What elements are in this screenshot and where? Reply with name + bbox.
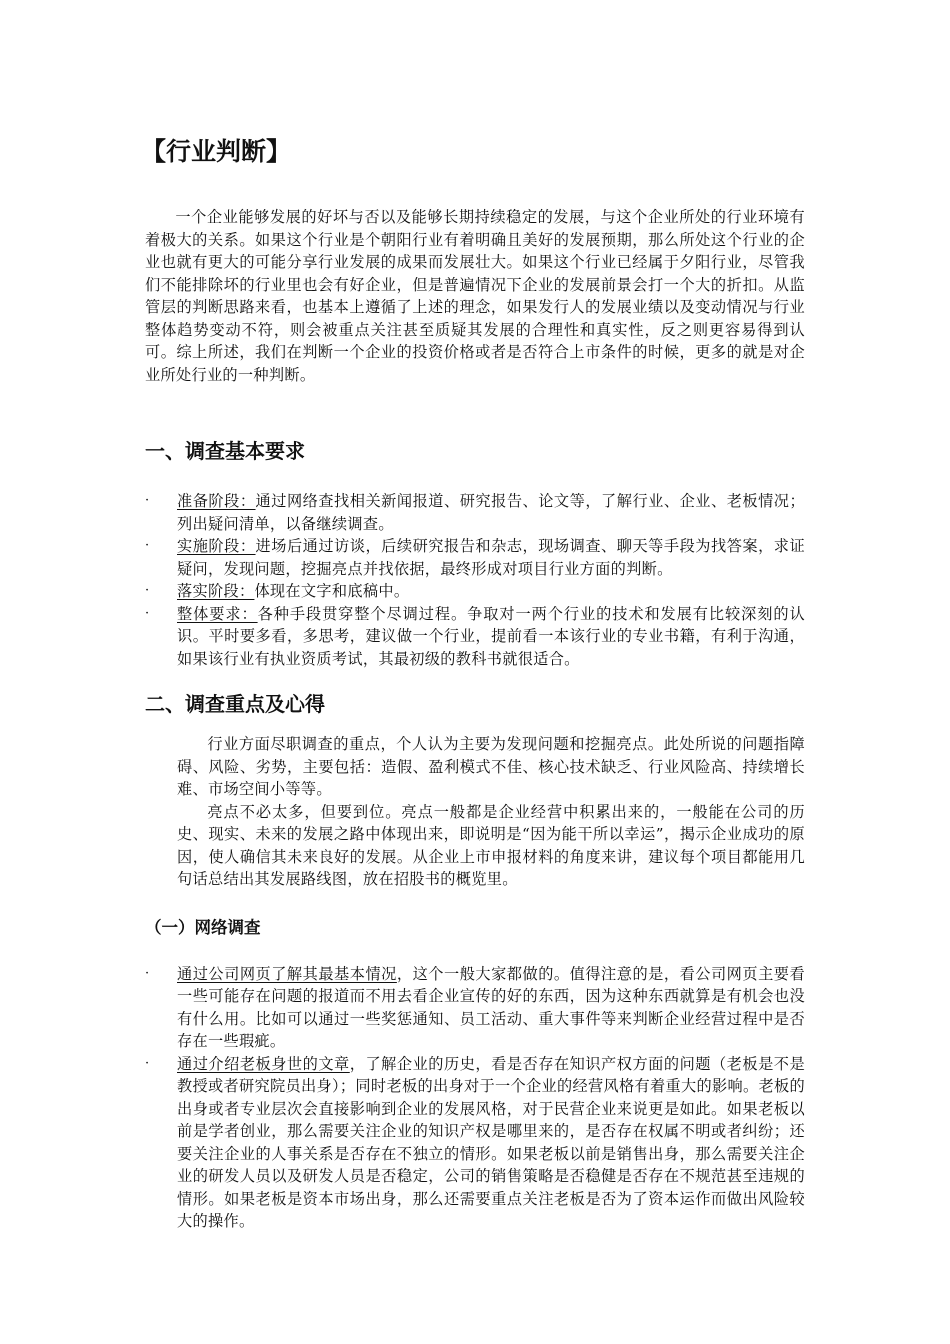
subsection1-list [145, 963, 805, 1233]
section1-heading: 一、调查基本要求 [145, 439, 305, 463]
item-text: ，了解企业的历史，看是否存在知识产权方面的问题（老板是不是教授或者研究院员出身）；同时老板的出身对于一个企业的经营风格有着重大的影响。老板的出身或者专业层次会直接影响到企业的发展风格，对于民营企业来说更是如此。如果老板以前是学者创业，那么需要关注企业的知识产权是哪里来的，是否存在权属不明或者纠纷；还要关注企业的人事关系是否存在不独立的情形。如果老板以前是销售出身，那么需要关注企业的研发人员以及研发人员是否稳定，公司的销售策略是否稳健是否存在不规范甚至违规的情形。如果老板是资本市场出身，那么还需要重点关注老板是否为了资本运作而做出风险较大的操作。 [177, 1054, 805, 1230]
bullet-icon: · [145, 493, 150, 508]
item-text: 各种手段贯穿整个尽调过程。争取对一两个行业的技术和发展有比较深刻的认识。平时要多看，多思考，建议做一个行业，提前看一本该行业的专业书籍，有利于沟通，如果该行业有执业资质考试，其最初级的教科书就很适合。 [177, 604, 805, 668]
document-page [141, 132, 806, 1233]
item-text: 进场后通过访谈，后续研究报告和杂志，现场调查、聊天等手段为找答案，求证疑问，发现问题，挖掘亮点并找依据，最终形成对项目行业方面的判断。 [177, 537, 806, 578]
section2-paragraph: 亮点不必太多，但要到位。亮点一般都是企业经营中积累出来的，一般能在公司的历史、现实、未来的发展之路中体现出来，即说明是“因为能干所以幸运”，揭示企业成功的原因，使人确信其未来良好的发展。从企业上市申报材料的角度来讲，建议每个项目都能用几句话总结出其发展路线图，放在招股书的概览里。 [177, 802, 805, 888]
item-label: 准备阶段： [177, 492, 256, 510]
bullet-icon: · [145, 1055, 150, 1071]
item-label: 通过介绍老板身世的文章 [177, 1054, 350, 1073]
list-item [145, 535, 805, 580]
section1-list [145, 490, 805, 670]
bullet-icon: · [145, 605, 150, 621]
item-label: 通过公司网页了解其最基本情况 [177, 964, 397, 983]
item-text: ，这个一般大家都做的。值得注意的是，看公司网页主要看一些可能存在问题的报道而不用去看企业宣传的好的东西，因为这种东西就算是有机会也没有什么用。比如可以通过一些奖惩通知、员工活动、重大事件等来判断企业经营过程中是否存在一些瑕疵。 [177, 964, 805, 1050]
section2-paragraph: 行业方面尽职调查的重点，个人认为主要为发现问题和挖掘亮点。此处所说的问题指障碍、风险、劣势，主要包括：造假、盈利模式不佳、核心技术缺乏、行业风险高、持续增长难、市场空间小等等。 [177, 735, 805, 798]
item-text: 体现在文字和底稿中。 [254, 582, 410, 600]
item-label: 整体要求： [177, 604, 258, 623]
bullet-icon: · [145, 583, 150, 598]
item-text: 通过网络查找相关新闻报道、研究报告、论文等，了解行业、企业、老板情况；列出疑问清单，以备继续调查。 [177, 492, 806, 533]
list-item [145, 580, 805, 603]
bullet-icon: · [145, 538, 150, 553]
list-item [145, 963, 805, 1053]
list-item [145, 1053, 805, 1233]
intro-paragraph: 一个企业能够发展的好坏与否以及能够长期持续稳定的发展，与这个企业所处的行业环境有着极大的关系。如果这个行业是个朝阳行业有着明确且美好的发展预期，那么所处这个行业的企业也就有更大的可能分享行业发展的成果而发展壮大。如果这个行业已经属于夕阳行业，尽管我们不能排除坏的行业里也会有好企业，但是普遍情况下企业的发展前景会打一个大的折扣。从监管层的判断思路来看，也基本上遵循了上述的理念，如果发行人的发展业绩以及变动情况与行业整体趋势变动不符，则会被重点关注甚至质疑其发展的合理性和真实性，反之则更容易得到认可。综上所述，我们在判断一个企业的投资价格或者是否符合上市条件的时候，更多的就是对企业所处行业的一种判断。 [145, 208, 805, 384]
item-label: 落实阶段： [177, 582, 255, 600]
item-label: 实施阶段： [177, 537, 256, 555]
section2-heading: 二、调查重点及心得 [145, 692, 325, 716]
section2-body [145, 733, 805, 891]
list-item [145, 490, 805, 535]
subsection1-heading: （一）网络调查 [145, 917, 261, 937]
list-item [145, 603, 805, 671]
document-title: 【行业判断】 [141, 137, 292, 166]
bullet-icon: · [145, 965, 150, 981]
